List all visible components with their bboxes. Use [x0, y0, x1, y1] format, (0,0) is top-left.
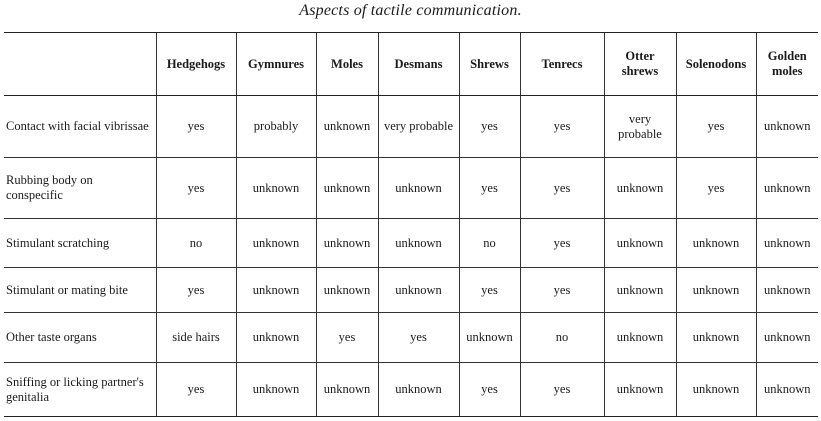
column-header: Shrews: [459, 33, 520, 96]
table-cell: yes: [676, 158, 756, 219]
row-label: Sniffing or licking partner's genitalia: [4, 363, 156, 417]
table-cell: unknown: [316, 96, 378, 158]
table-cell: yes: [520, 158, 604, 219]
table-cell: unknown: [316, 268, 378, 313]
table-cell: unknown: [236, 219, 316, 268]
table-cell: unknown: [756, 268, 818, 313]
table-cell: unknown: [756, 219, 818, 268]
row-label: Stimulant or mating bite: [4, 268, 156, 313]
table-cell: yes: [378, 313, 459, 363]
table-title: Aspects of tactile communication.: [299, 2, 522, 19]
table-cell: no: [459, 219, 520, 268]
table-row: [4, 96, 818, 158]
table-cell: unknown: [459, 313, 520, 363]
table-cell: yes: [459, 363, 520, 417]
column-header: Tenrecs: [520, 33, 604, 96]
row-label: Rubbing body on conspecific: [4, 158, 156, 219]
column-header: [4, 33, 156, 96]
table-cell: unknown: [676, 219, 756, 268]
table-cell: yes: [156, 96, 236, 158]
column-header: Solenodons: [676, 33, 756, 96]
table-cell: unknown: [236, 363, 316, 417]
table-cell: unknown: [676, 363, 756, 417]
table-cell: unknown: [604, 313, 676, 363]
table-cell: yes: [316, 313, 378, 363]
table-cell: yes: [520, 96, 604, 158]
table-cell: yes: [459, 96, 520, 158]
table-cell: yes: [156, 268, 236, 313]
table-cell: unknown: [756, 96, 818, 158]
table-cell: no: [156, 219, 236, 268]
column-header: Moles: [316, 33, 378, 96]
table-cell: very probable: [604, 96, 676, 158]
table-cell: unknown: [604, 363, 676, 417]
table-cell: yes: [520, 363, 604, 417]
column-header: Desmans: [378, 33, 459, 96]
table-cell: unknown: [316, 363, 378, 417]
table-cell: probably: [236, 96, 316, 158]
table-cell: unknown: [604, 268, 676, 313]
table-cell: very probable: [378, 96, 459, 158]
table-cell: unknown: [378, 219, 459, 268]
column-header: Hedgehogs: [156, 33, 236, 96]
table-cell: unknown: [236, 158, 316, 219]
column-header: Otter shrews: [604, 33, 676, 96]
table-cell: unknown: [378, 268, 459, 313]
table-cell: unknown: [316, 158, 378, 219]
column-header: Gymnures: [236, 33, 316, 96]
table-cell: side hairs: [156, 313, 236, 363]
table-row: [4, 363, 818, 417]
table-cell: unknown: [316, 219, 378, 268]
table-row: [4, 219, 818, 268]
table-cell: unknown: [756, 363, 818, 417]
table-cell: unknown: [604, 158, 676, 219]
table-cell: yes: [156, 363, 236, 417]
table-cell: unknown: [676, 268, 756, 313]
table-cell: unknown: [756, 158, 818, 219]
table-cell: yes: [459, 268, 520, 313]
table-cell: yes: [676, 96, 756, 158]
table-cell: unknown: [236, 268, 316, 313]
table-cell: unknown: [756, 313, 818, 363]
table-row: [4, 313, 818, 363]
table-cell: unknown: [236, 313, 316, 363]
table-cell: yes: [459, 158, 520, 219]
tactile-communication-table: [4, 32, 818, 417]
row-label: Stimulant scratching: [4, 219, 156, 268]
table-row: [4, 268, 818, 313]
table-cell: yes: [520, 268, 604, 313]
header-row: [4, 33, 818, 96]
table-row: [4, 158, 818, 219]
row-label: Other taste organs: [4, 313, 156, 363]
table-cell: no: [520, 313, 604, 363]
column-header: Golden moles: [756, 33, 818, 96]
table-cell: yes: [520, 219, 604, 268]
table-cell: unknown: [378, 158, 459, 219]
table-cell: unknown: [378, 363, 459, 417]
table-cell: yes: [156, 158, 236, 219]
table-cell: unknown: [604, 219, 676, 268]
row-label: Contact with facial vibrissae: [4, 96, 156, 158]
table-cell: unknown: [676, 313, 756, 363]
